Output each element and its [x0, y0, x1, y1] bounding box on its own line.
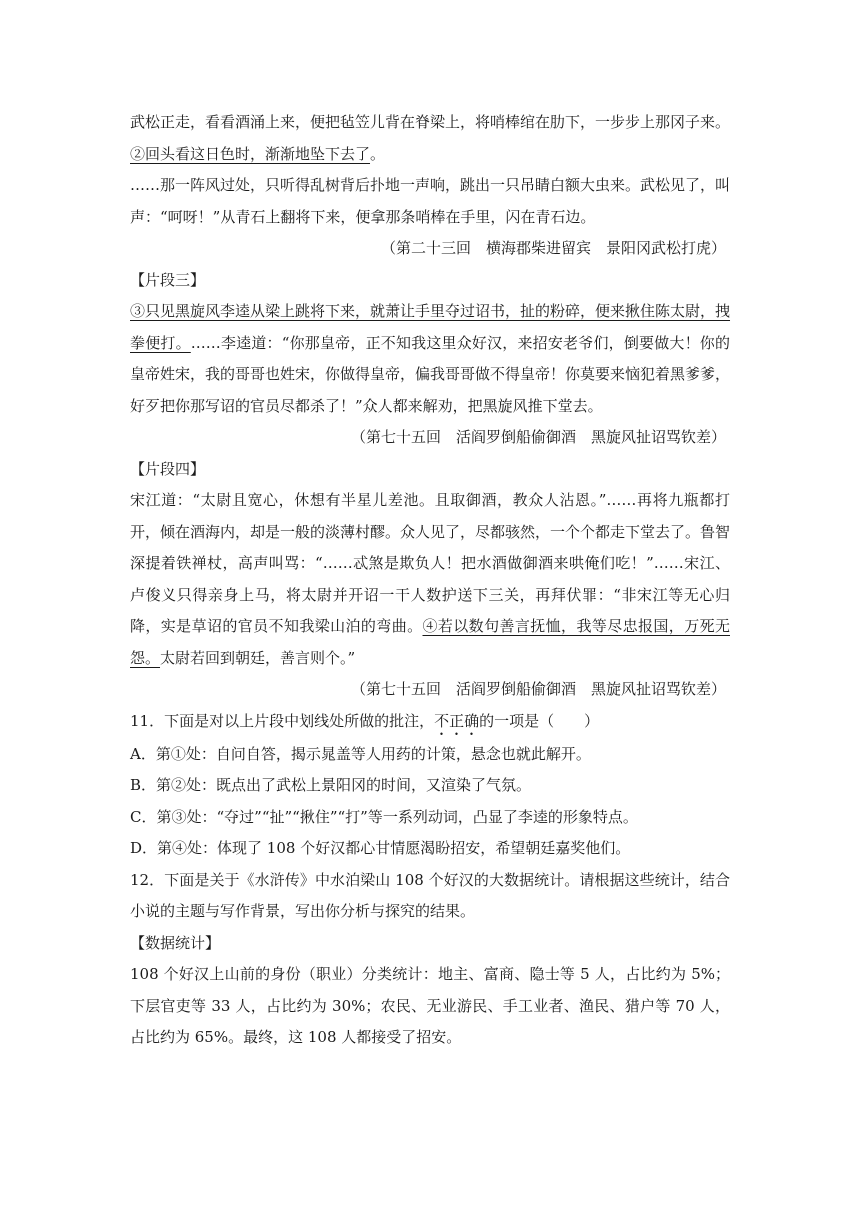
seg3-heading: 【片段三】	[130, 270, 206, 289]
seg2-paragraph-2-end: 。	[370, 144, 386, 163]
question-11-stem	[130, 706, 730, 739]
question-11-option-a: A．第①处：自问自答，揭示晁盖等人用药的计策，悬念也就此解开。	[130, 744, 591, 763]
question-11-option-d: D．第④处：体现了 108 个好汉都心甘情愿渴盼招安，希望朝廷嘉奖他们。	[130, 839, 631, 857]
underlined-phrase-2: ②回头看这日色时，渐渐地坠下去了	[130, 144, 371, 163]
data-stats-heading: 【数据统计】	[130, 933, 221, 952]
document-body	[130, 107, 730, 1054]
data-stats-text: 108 个好汉上山前的身份（职业）分类统计：地主、富商、隐士等 5 人，占比约为 5%；下层官吏等 33 人，占比约为 30%；农民、无业游民、手工业者、渔民、猎户等 70 人，占比约为 65%。最终，这 108 人都接受了招安。	[130, 965, 730, 1046]
seg3-paragraph	[130, 296, 730, 422]
question-11-emphasis: 不正确	[434, 711, 480, 730]
question-11-option-b: B．第②处：既点出了武松上景阳冈的时间，又渲染了气氛。	[130, 776, 532, 794]
question-11-stem-b: 的一项是（ ）	[479, 711, 600, 730]
seg2-paragraph-1: 武松正走，看看酒涌上来，便把毡笠儿背在脊梁上，将哨棒绾在肋下，一步步上那冈子来。	[130, 113, 731, 131]
question-12-stem: 12．下面是关于《水浒传》中水泊梁山 108 个好汉的大数据统计。请根据这些统计，结合小说的主题与写作背景，写出你分析与探究的结果。	[130, 870, 730, 920]
seg4-paragraph-pre: 宋江道：“太尉且宽心，休想有半星儿差池。且取御酒，教众人沾恩。”……再将九瓶都打开，倾在酒海内，却是一般的淡薄村醪。众人见了，尽都骇然，一个个都走下堂去了。鲁智深提着铁禅杖，高声叫骂：“……忒煞是欺负人！把水酒做御酒来哄俺们吃！”……宋江、卢俊义只得亲身上马，将太尉并开诏一干人数护送下三关，再拜伏罪：“非宋江等无心归降，实是草诏的官员不知我梁山泊的弯曲。	[130, 491, 731, 635]
seg3-paragraph-rest: ……李逵道：“你那皇帝，正不知我这里众好汉，来招安老爷们，倒要做大！你的皇帝姓宋，我的哥哥也姓宋，你做得皇帝，偏我哥哥做不得皇帝！你莫要来恼犯着黑爹爹，好歹把你那写诏的官员尽都杀了！”众人都来解劝，把黑旋风推下堂去。	[130, 333, 731, 415]
seg4-paragraph	[130, 485, 730, 674]
seg4-heading: 【片段四】	[130, 459, 206, 478]
question-11-stem-a: 11．下面是对以上片段中划线处所做的批注，	[130, 711, 435, 730]
seg3-source: （第七十五回 活阎罗倒船偷御酒 黑旋风扯诏骂钦差）	[350, 428, 726, 446]
question-11-option-c: C．第③处：“夺过”“扯”“揪住”“打”等一系列动词，凸显了李逵的形象特点。	[130, 807, 638, 826]
seg2-source: （第二十三回 横海郡柴进留宾 景阳冈武松打虎）	[380, 239, 726, 257]
underlined-phrase-3: ③只见黑旋风李逵从梁上跳将下来，就萧让手里夺过诏书，扯的粉碎，便来揪住陈太尉，拽拳便打。	[130, 302, 731, 352]
underlined-phrase-4: ④若以数句善言抚恤，我等尽忠报国，万死无怨。	[130, 617, 730, 667]
seg4-paragraph-post: 太尉若回到朝廷，善言则个。”	[160, 648, 356, 667]
seg4-source: （第七十五回 活阎罗倒船偷御酒 黑旋风扯诏骂钦差）	[350, 680, 726, 698]
seg2-paragraph-2	[130, 139, 730, 171]
seg2-paragraph-3: ……那一阵风过处，只听得乱树背后扑地一声响，跳出一只吊睛白额大虫来。武松见了，叫声：“呵呀！”从青石上翻将下来，便拿那条哨棒在手里，闪在青石边。	[130, 176, 731, 226]
